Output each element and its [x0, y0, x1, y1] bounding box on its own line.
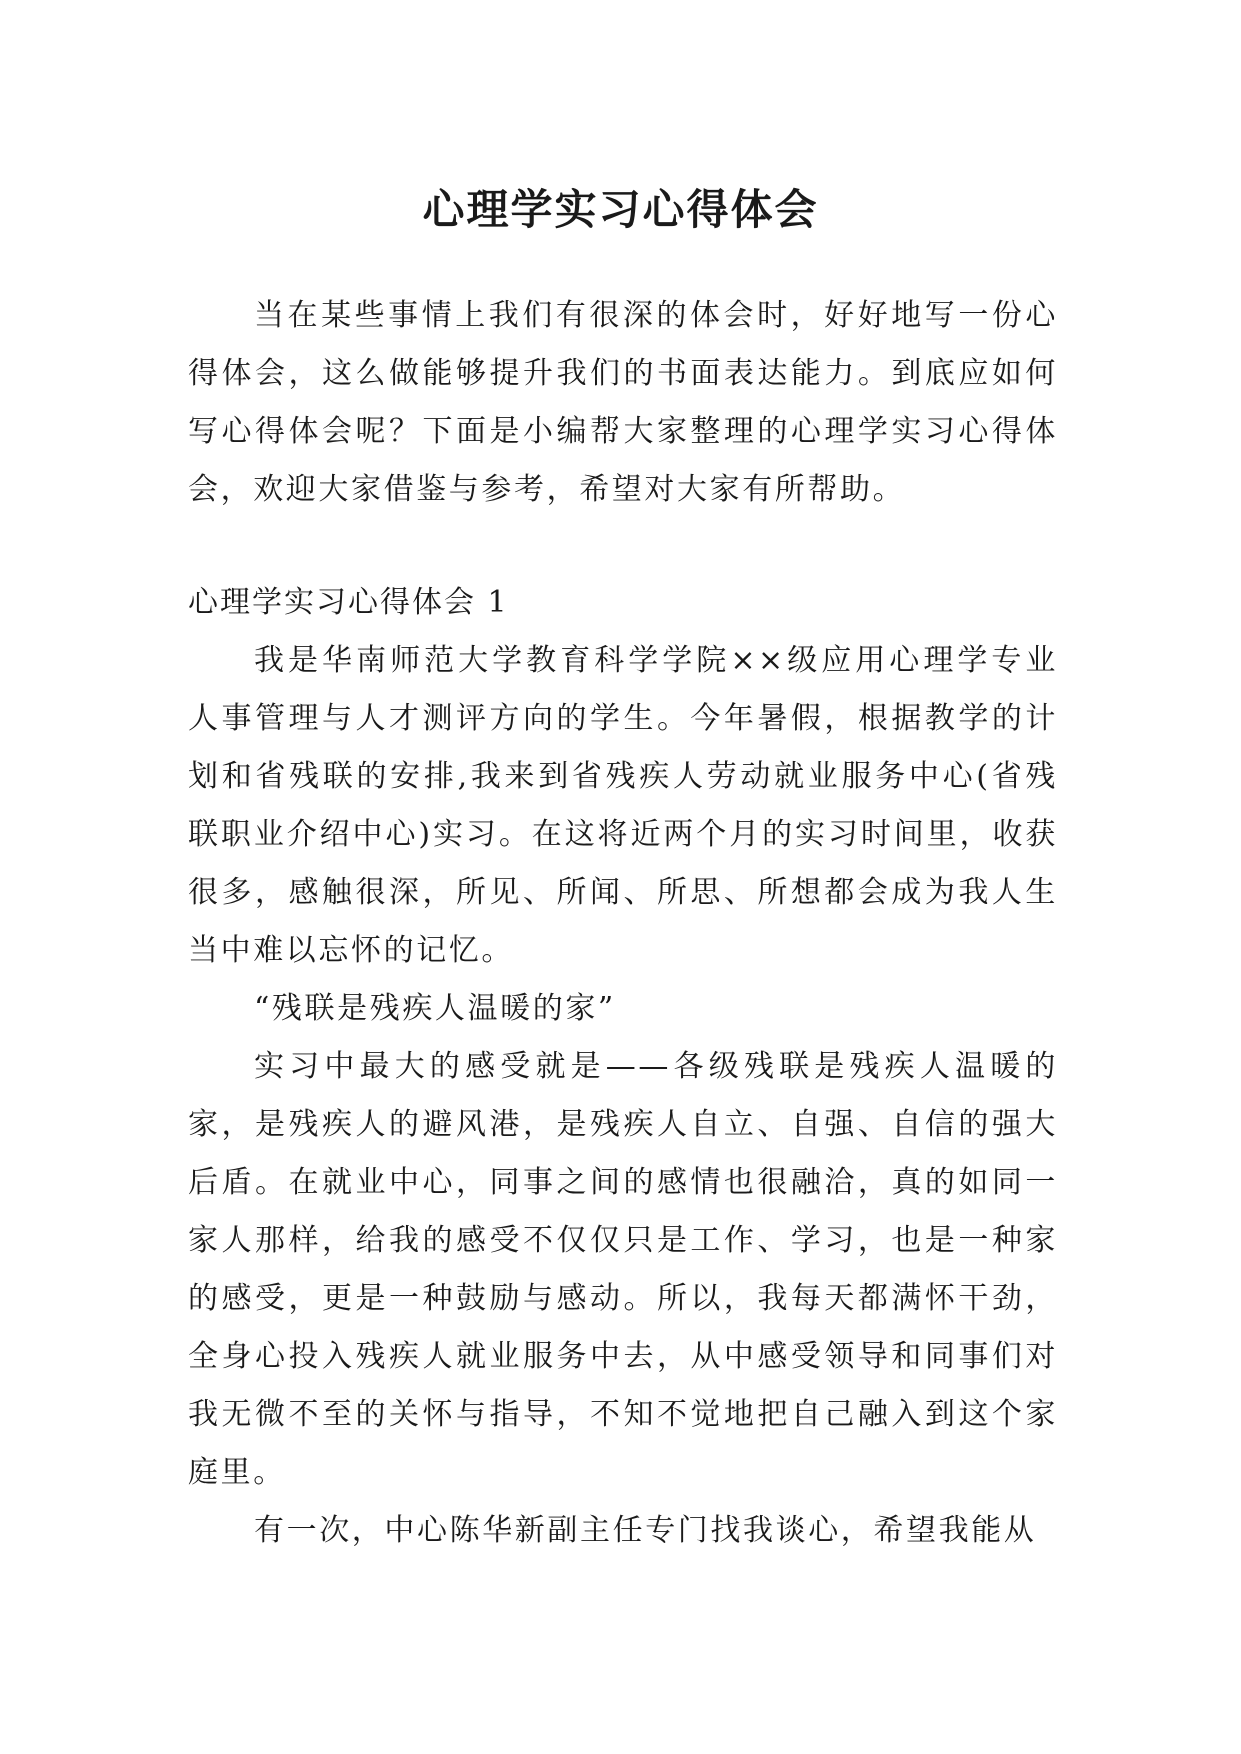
section-block [188, 574, 1058, 1560]
intro-block [188, 287, 1058, 519]
body-paragraph: 实习中最大的感受就是——各级残联是残疾人温暖的家，是残疾人的避风港，是残疾人自立、自强、自信的强大后盾。在就业中心，同事之间的感情也很融洽，真的如同一家人那样，给我的感受不仅仅只是工作、学习，也是一种家的感受，更是一种鼓励与感动。所以，我每天都满怀干劲，全身心投入残疾人就业服务中去，从中感受领导和同事们对我无微不至的关怀与指导，不知不觉地把自己融入到这个家庭里。 [188, 1049, 1058, 1490]
document-title: 心理学实习心得体会 [422, 185, 819, 235]
body-paragraph: 我是华南师范大学教育科学学院××级应用心理学专业人事管理与人才测评方向的学生。今年暑假，根据教学的计划和省残联的安排,我来到省残疾人劳动就业服务中心(省残联职业介绍中心)实习。在这将近两个月的实习时间里，收获很多，感触很深，所见、所闻、所思、所想都会成为我人生当中难以忘怀的记忆。 [188, 643, 1058, 968]
quote-subheading: “残联是残疾人温暖的家” [254, 991, 616, 1026]
body-paragraph: 有一次，中心陈华新副主任专门找我谈心，希望我能从 [254, 1513, 1037, 1548]
section-heading: 心理学实习心得体会 1 [188, 585, 509, 620]
intro-paragraph: 当在某些事情上我们有很深的体会时，好好地写一份心得体会，这么做能够提升我们的书面表达能力。到底应如何写心得体会呢？下面是小编帮大家整理的心理学实习心得体会，欢迎大家借鉴与参考，希望对大家有所帮助。 [188, 298, 1058, 507]
